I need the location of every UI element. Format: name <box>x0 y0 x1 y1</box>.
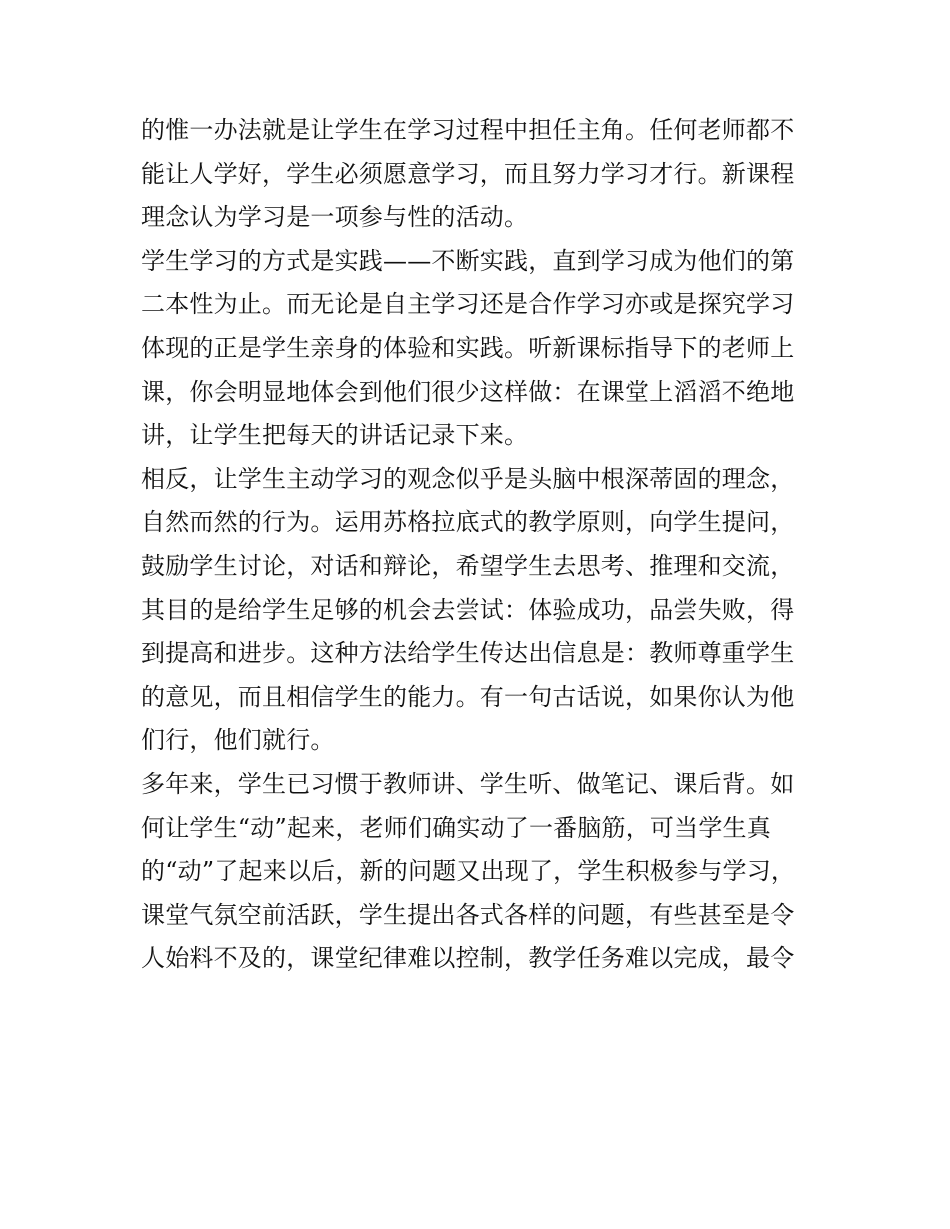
text-line: 其目的是给学生足够的机会去尝试：体验成功，品尝失败，得 <box>141 595 795 624</box>
body-text <box>141 109 821 981</box>
text-line: 课堂气氛空前活跃，学生提出各式各样的问题，有些甚至是令 <box>141 900 795 929</box>
text-line: 鼓励学生讨论，对话和辩论，希望学生去思考、推理和交流， <box>141 551 795 580</box>
text-line: 的意见，而且相信学生的能力。有一句古话说，如果你认为他 <box>141 682 795 711</box>
text-line: 何让学生“动”起来，老师们确实动了一番脑筋，可当学生真 <box>141 813 771 842</box>
text-line: 自然而然的行为。运用苏格拉底式的教学原则，向学生提问， <box>141 508 795 537</box>
text-line: 的惟一办法就是让学生在学习过程中担任主角。任何老师都不 <box>141 116 795 144</box>
text-line: 体现的正是学生亲身的体验和实践。听新课标指导下的老师上 <box>141 333 795 362</box>
text-line: 学生学习的方式是实践——不断实践，直到学习成为他们的第 <box>141 246 795 275</box>
text-line: 人始料不及的，课堂纪律难以控制，教学任务难以完成，最令 <box>141 944 795 973</box>
text-line: 能让人学好，学生必须愿意学习，而且努力学习才行。新课程 <box>141 159 795 188</box>
text-line: 二本性为止。而无论是自主学习还是合作学习亦或是探究学习 <box>141 290 795 319</box>
text-line: 理念认为学习是一项参与性的活动。 <box>141 203 529 232</box>
text-line: 的“动”了起来以后，新的问题又出现了，学生积极参与学习， <box>141 857 796 886</box>
text-line: 多年来，学生已习惯于教师讲、学生听、做笔记、课后背。如 <box>141 769 795 798</box>
text-line: 相反，让学生主动学习的观念似乎是头脑中根深蒂固的理念， <box>141 464 795 493</box>
text-line: 课，你会明显地体会到他们很少这样做：在课堂上滔滔不绝地 <box>141 377 795 406</box>
text-line: 讲，让学生把每天的讲话记录下来。 <box>141 421 529 450</box>
text-line: 们行，他们就行。 <box>141 726 335 755</box>
text-line: 到提高和进步。这种方法给学生传达出信息是：教师尊重学生 <box>141 639 795 668</box>
